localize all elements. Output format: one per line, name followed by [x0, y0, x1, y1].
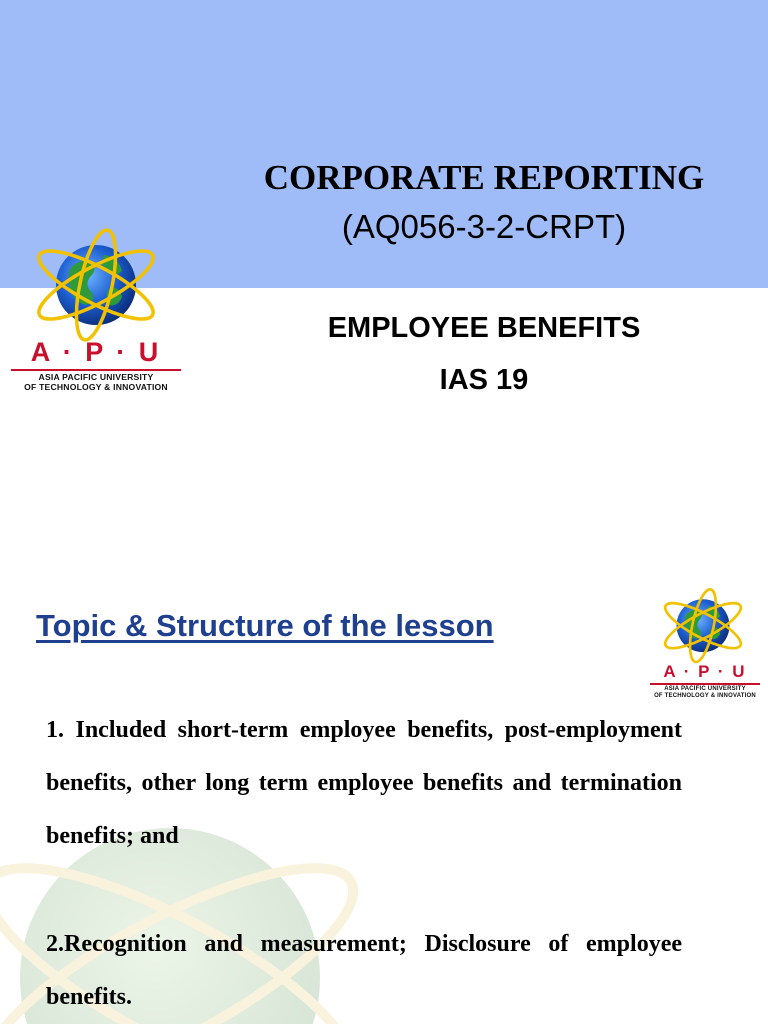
lesson-point-2: 2.Recognition and measurement; Disclosure of employee benefits.: [46, 931, 682, 1010]
logo-letters: A · P · U: [30, 337, 162, 367]
lesson-point-1: 1. Included short-term employee benefits, post-employment benefits, other long term employee benefits and termination benefits; and: [46, 717, 682, 849]
slide-title: Topic & Structure of the lesson: [36, 608, 494, 643]
globe-icon: [28, 225, 164, 343]
apu-logo: [8, 225, 184, 392]
course-title: CORPORATE REPORTING: [263, 158, 705, 197]
logo-letters: A · P · U: [663, 662, 747, 681]
apu-logo-small: [646, 584, 764, 700]
accounting-standard: IAS 19: [439, 364, 529, 396]
logo-university-line1: ASIA PACIFIC UNIVERSITY: [38, 372, 154, 382]
lesson-topic: EMPLOYEE BENEFITS: [327, 312, 641, 344]
logo-university-line1: ASIA PACIFIC UNIVERSITY: [664, 685, 746, 692]
logo-divider: [650, 683, 760, 685]
course-code: (AQ056-3-2-CRPT): [341, 208, 627, 245]
logo-university-line2: OF TECHNOLOGY & INNOVATION: [24, 382, 168, 392]
structure-slide: [0, 578, 768, 1024]
logo-university-line2: OF TECHNOLOGY & INNOVATION: [654, 692, 756, 699]
globe-icon: [658, 584, 748, 666]
logo-divider: [11, 369, 181, 371]
